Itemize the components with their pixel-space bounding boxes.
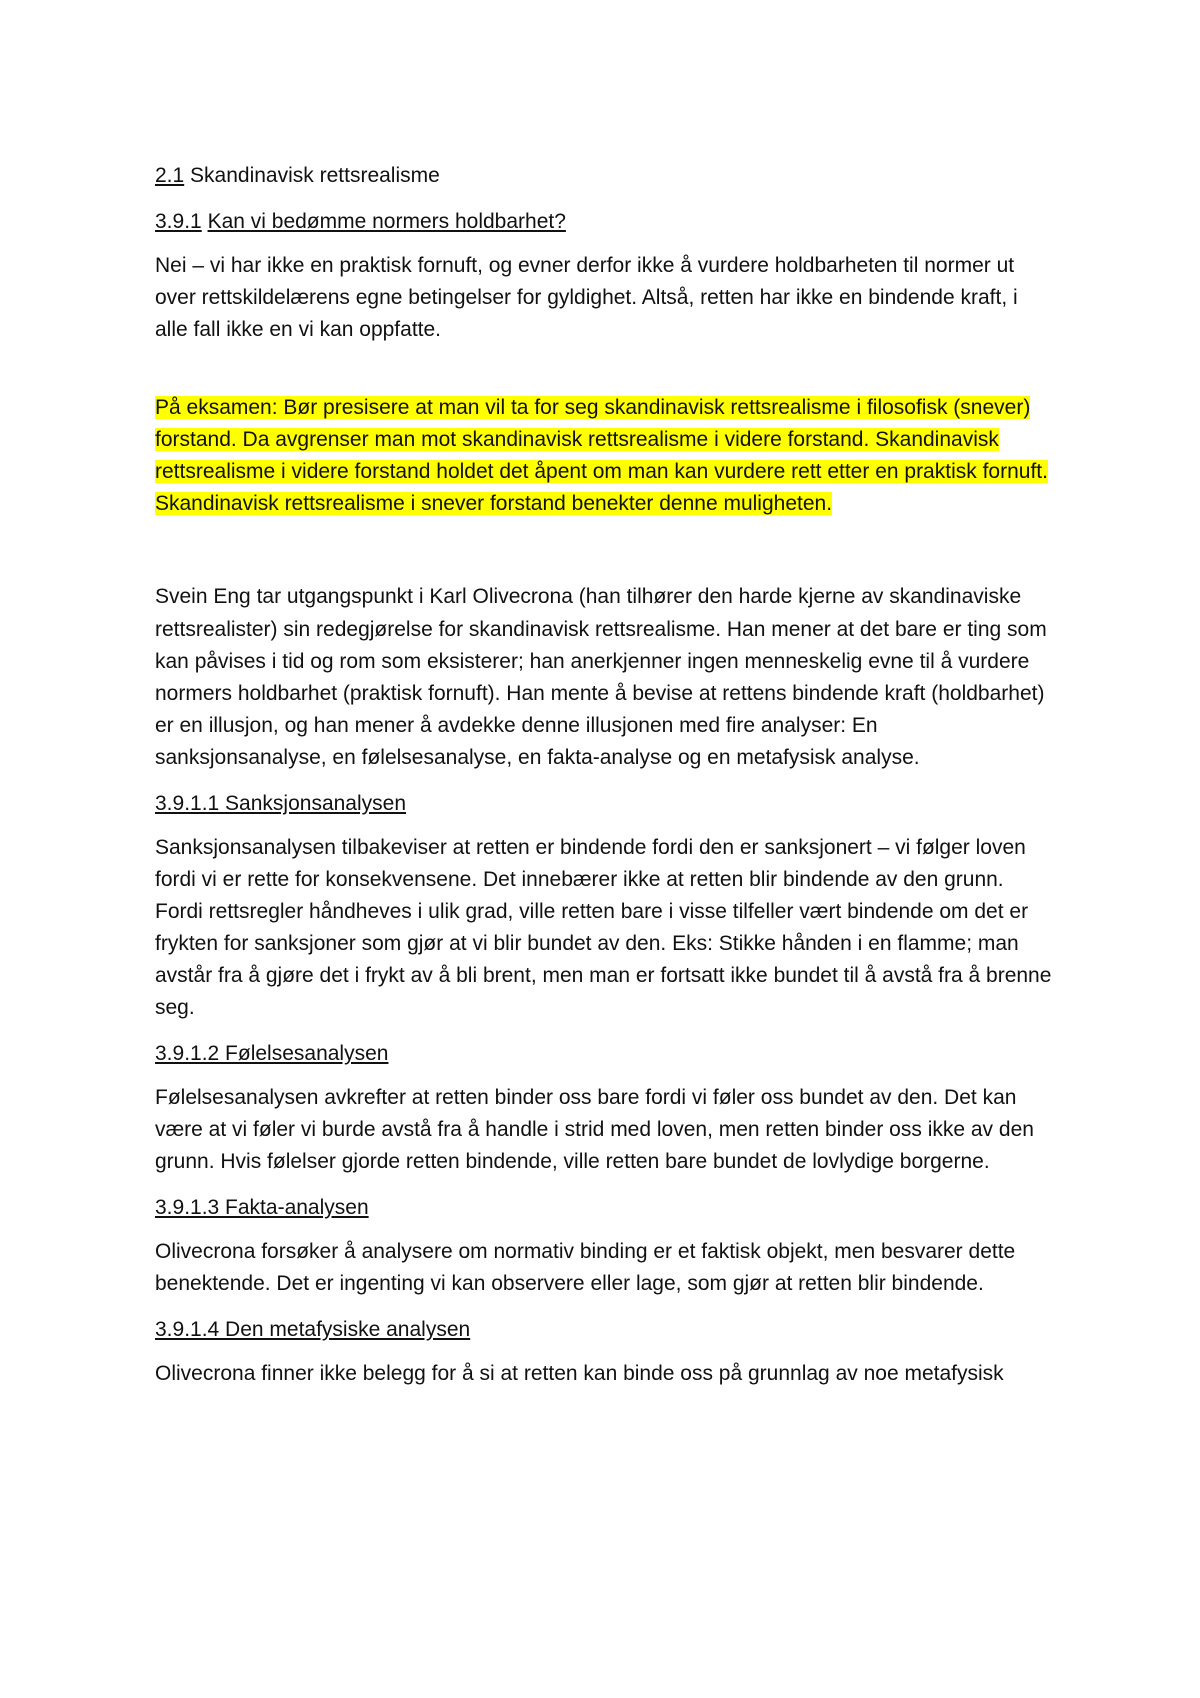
paragraph-metafysiske-analysen: Olivecrona finner ikke belegg for å si at retten kan binde oss på grunnlag av noe metafysisk	[155, 1362, 1004, 1385]
paragraph-intro: Nei – vi har ikke en praktisk fornuft, og evner derfor ikke å vurdere holdbarheten til normer ut over rettskildelærens egne betingelser for gyldighet. Altså, retten har ikke en bindende kraft, i alle fall ikke en vi kan oppfatte.	[155, 254, 1018, 341]
paragraph-svein-line1: Svein Eng tar utgangspunkt i Karl Olivecrona (han tilhører den harde kjerne av skandinaviske	[155, 585, 1022, 608]
section-heading-3-9-1	[155, 206, 1055, 238]
paragraph-svein-rest: rettsrealister) sin redegjørelse for skandinavisk rettsrealisme. Han mener at det bare er ting som kan påvises i tid og rom som eksisterer; han anerkjenner ingen menneskelig evne til å vurdere normers holdbarhet (praktisk fornuft). Han mente å bevise at rettens bindende kraft (holdbarhet) er en illusjon, og han mener å avdekke denne illusjonen med fire analyser: En sanksjonsanalyse, en følelsesanalyse, en fakta-analyse og en metafysisk analyse.	[155, 618, 1047, 769]
document-body	[155, 160, 1055, 1404]
highlighted-exam-note: På eksamen: Bør presisere at man vil ta for seg skandinavisk rettsrealisme i filosofisk (snever) forstand. Da avgrenser man mot skandinavisk rettsrealisme i videre forstand. Skandinavisk rettsrealisme i videre forstand holdet det åpent om man kan vurdere rett etter en praktisk fornuft. Skandinavisk rettsrealisme i snever forstand benekter denne muligheten.	[155, 396, 1048, 515]
section-heading-fakta-analysen: 3.9.1.3 Fakta-analysen	[155, 1196, 369, 1219]
paragraph-sanksjonsanalysen: Sanksjonsanalysen tilbakeviser at retten er bindende fordi den er sanksjonert – vi følger loven fordi vi er rette for konsekvensene. Det innebærer ikke at retten blir bindende av den grunn. Fordi rettsregler håndheves i ulik grad, ville retten bare i visse tilfeller vært bindende om det er frykten for sanksjoner som gjør at vi blir bundet av den. Eks: Stikke hånden i en flamme; man avstår fra å gjøre det i frykt av å bli brent, men man er fortsatt ikke bundet til å avstå fra å brenne seg.	[155, 836, 1052, 1019]
paragraph-fakta-analysen: Olivecrona forsøker å analysere om normativ binding er et faktisk objekt, men besvarer dette benektende. Det er ingenting vi kan observere eller lage, som gjør at retten blir bindende.	[155, 1240, 1016, 1295]
section-heading-metafysiske-analysen: 3.9.1.4 Den metafysiske analysen	[155, 1318, 471, 1341]
section-number: 3.9.1	[155, 210, 202, 233]
document-title	[155, 160, 1055, 192]
paragraph-folelsesanalysen: Følelsesanalysen avkrefter at retten binder oss bare fordi vi føler oss bundet av den. Det kan være at vi føler vi burde avstå fra å handle i strid med loven, men retten binder oss ikke av den grunn. Hvis følelser gjorde retten bindende, ville retten bare bundet de lovlydige borgerne.	[155, 1086, 1034, 1173]
title-text: Skandinavisk rettsrealisme	[184, 164, 440, 187]
spacer	[155, 534, 1055, 580]
exam-note-paragraph	[155, 392, 1055, 520]
section-title: Kan vi bedømme normers holdbarhet?	[207, 210, 566, 233]
title-number: 2.1	[155, 164, 185, 187]
section-heading-folelsesanalysen: 3.9.1.2 Følelsesanalysen	[155, 1042, 389, 1065]
section-heading-sanksjonsanalysen: 3.9.1.1 Sanksjonsanalysen	[155, 792, 407, 815]
spacer	[155, 360, 1055, 392]
